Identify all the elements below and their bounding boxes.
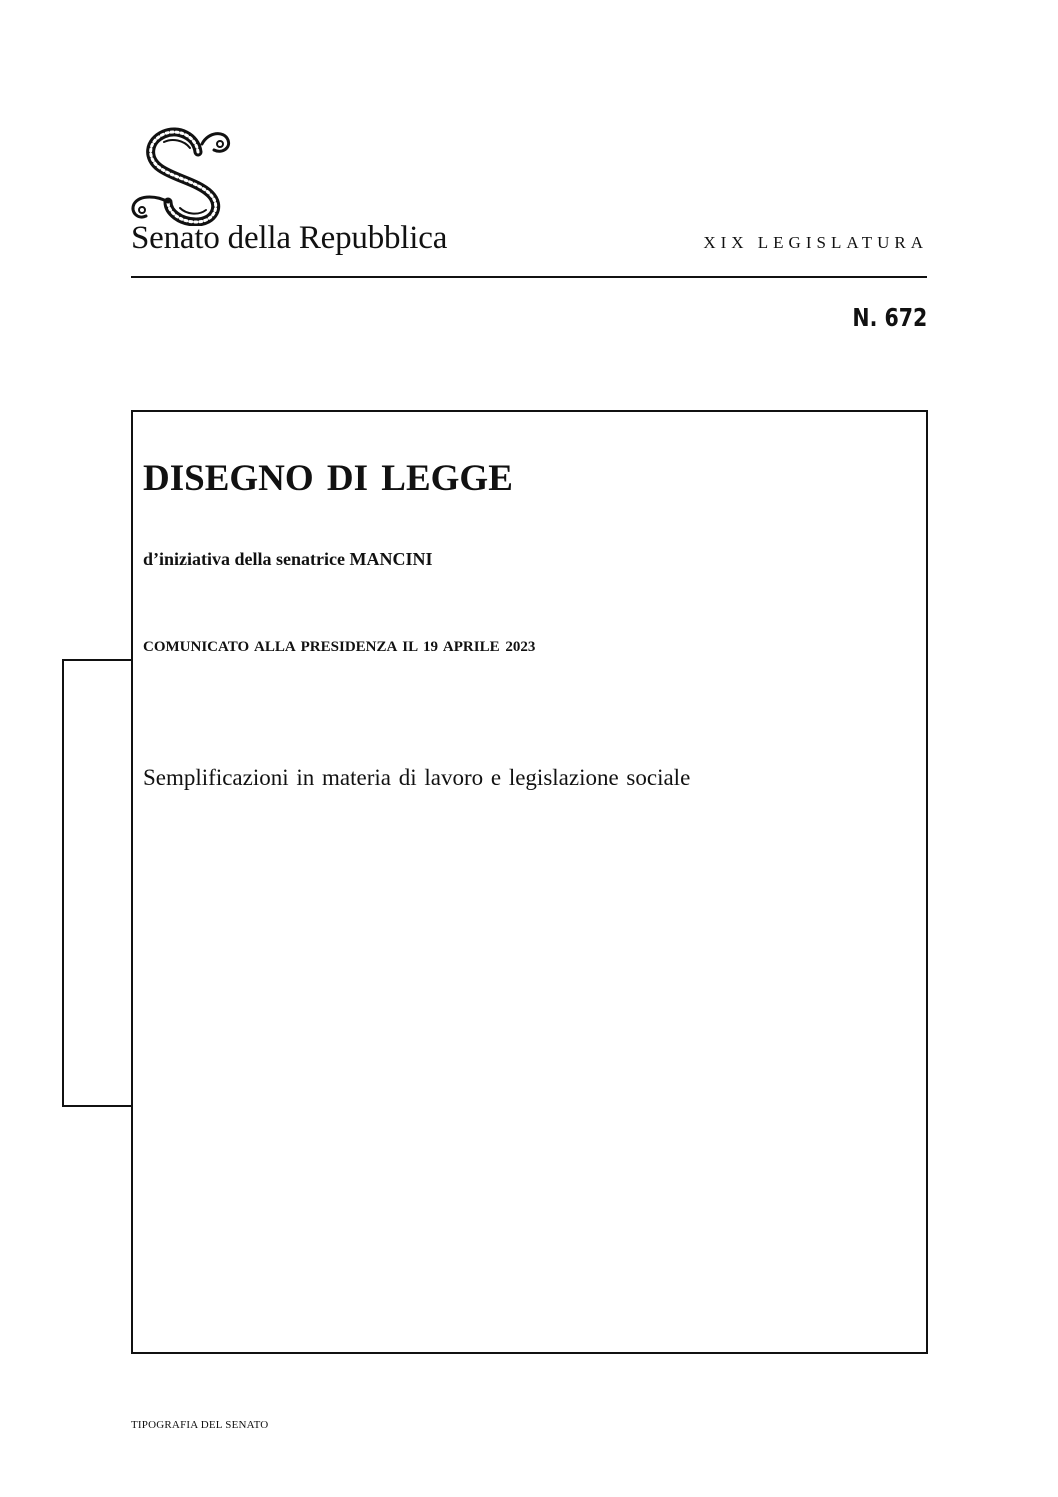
document-type-heading: DISEGNO DI LEGGE [143,458,513,499]
bill-number: N. 672 [852,303,927,332]
initiative-line: d’iniziativa della senatrice MANCINI [143,549,433,569]
bill-title: Semplificazioni in materia di lavoro e legislazione sociale [143,765,691,790]
printer-credit: TIPOGRAFIA DEL SENATO [131,1419,269,1431]
senate-ornamental-s-icon [128,122,236,226]
legislature-label: XIX LEGISLATURA [703,233,928,252]
side-tab-frame [62,659,132,1107]
senate-name: Senato della Repubblica [131,220,448,256]
header-divider [131,276,927,278]
communication-date-line: COMUNICATO ALLA PRESIDENZA IL 19 APRILE 2023 [143,639,536,655]
